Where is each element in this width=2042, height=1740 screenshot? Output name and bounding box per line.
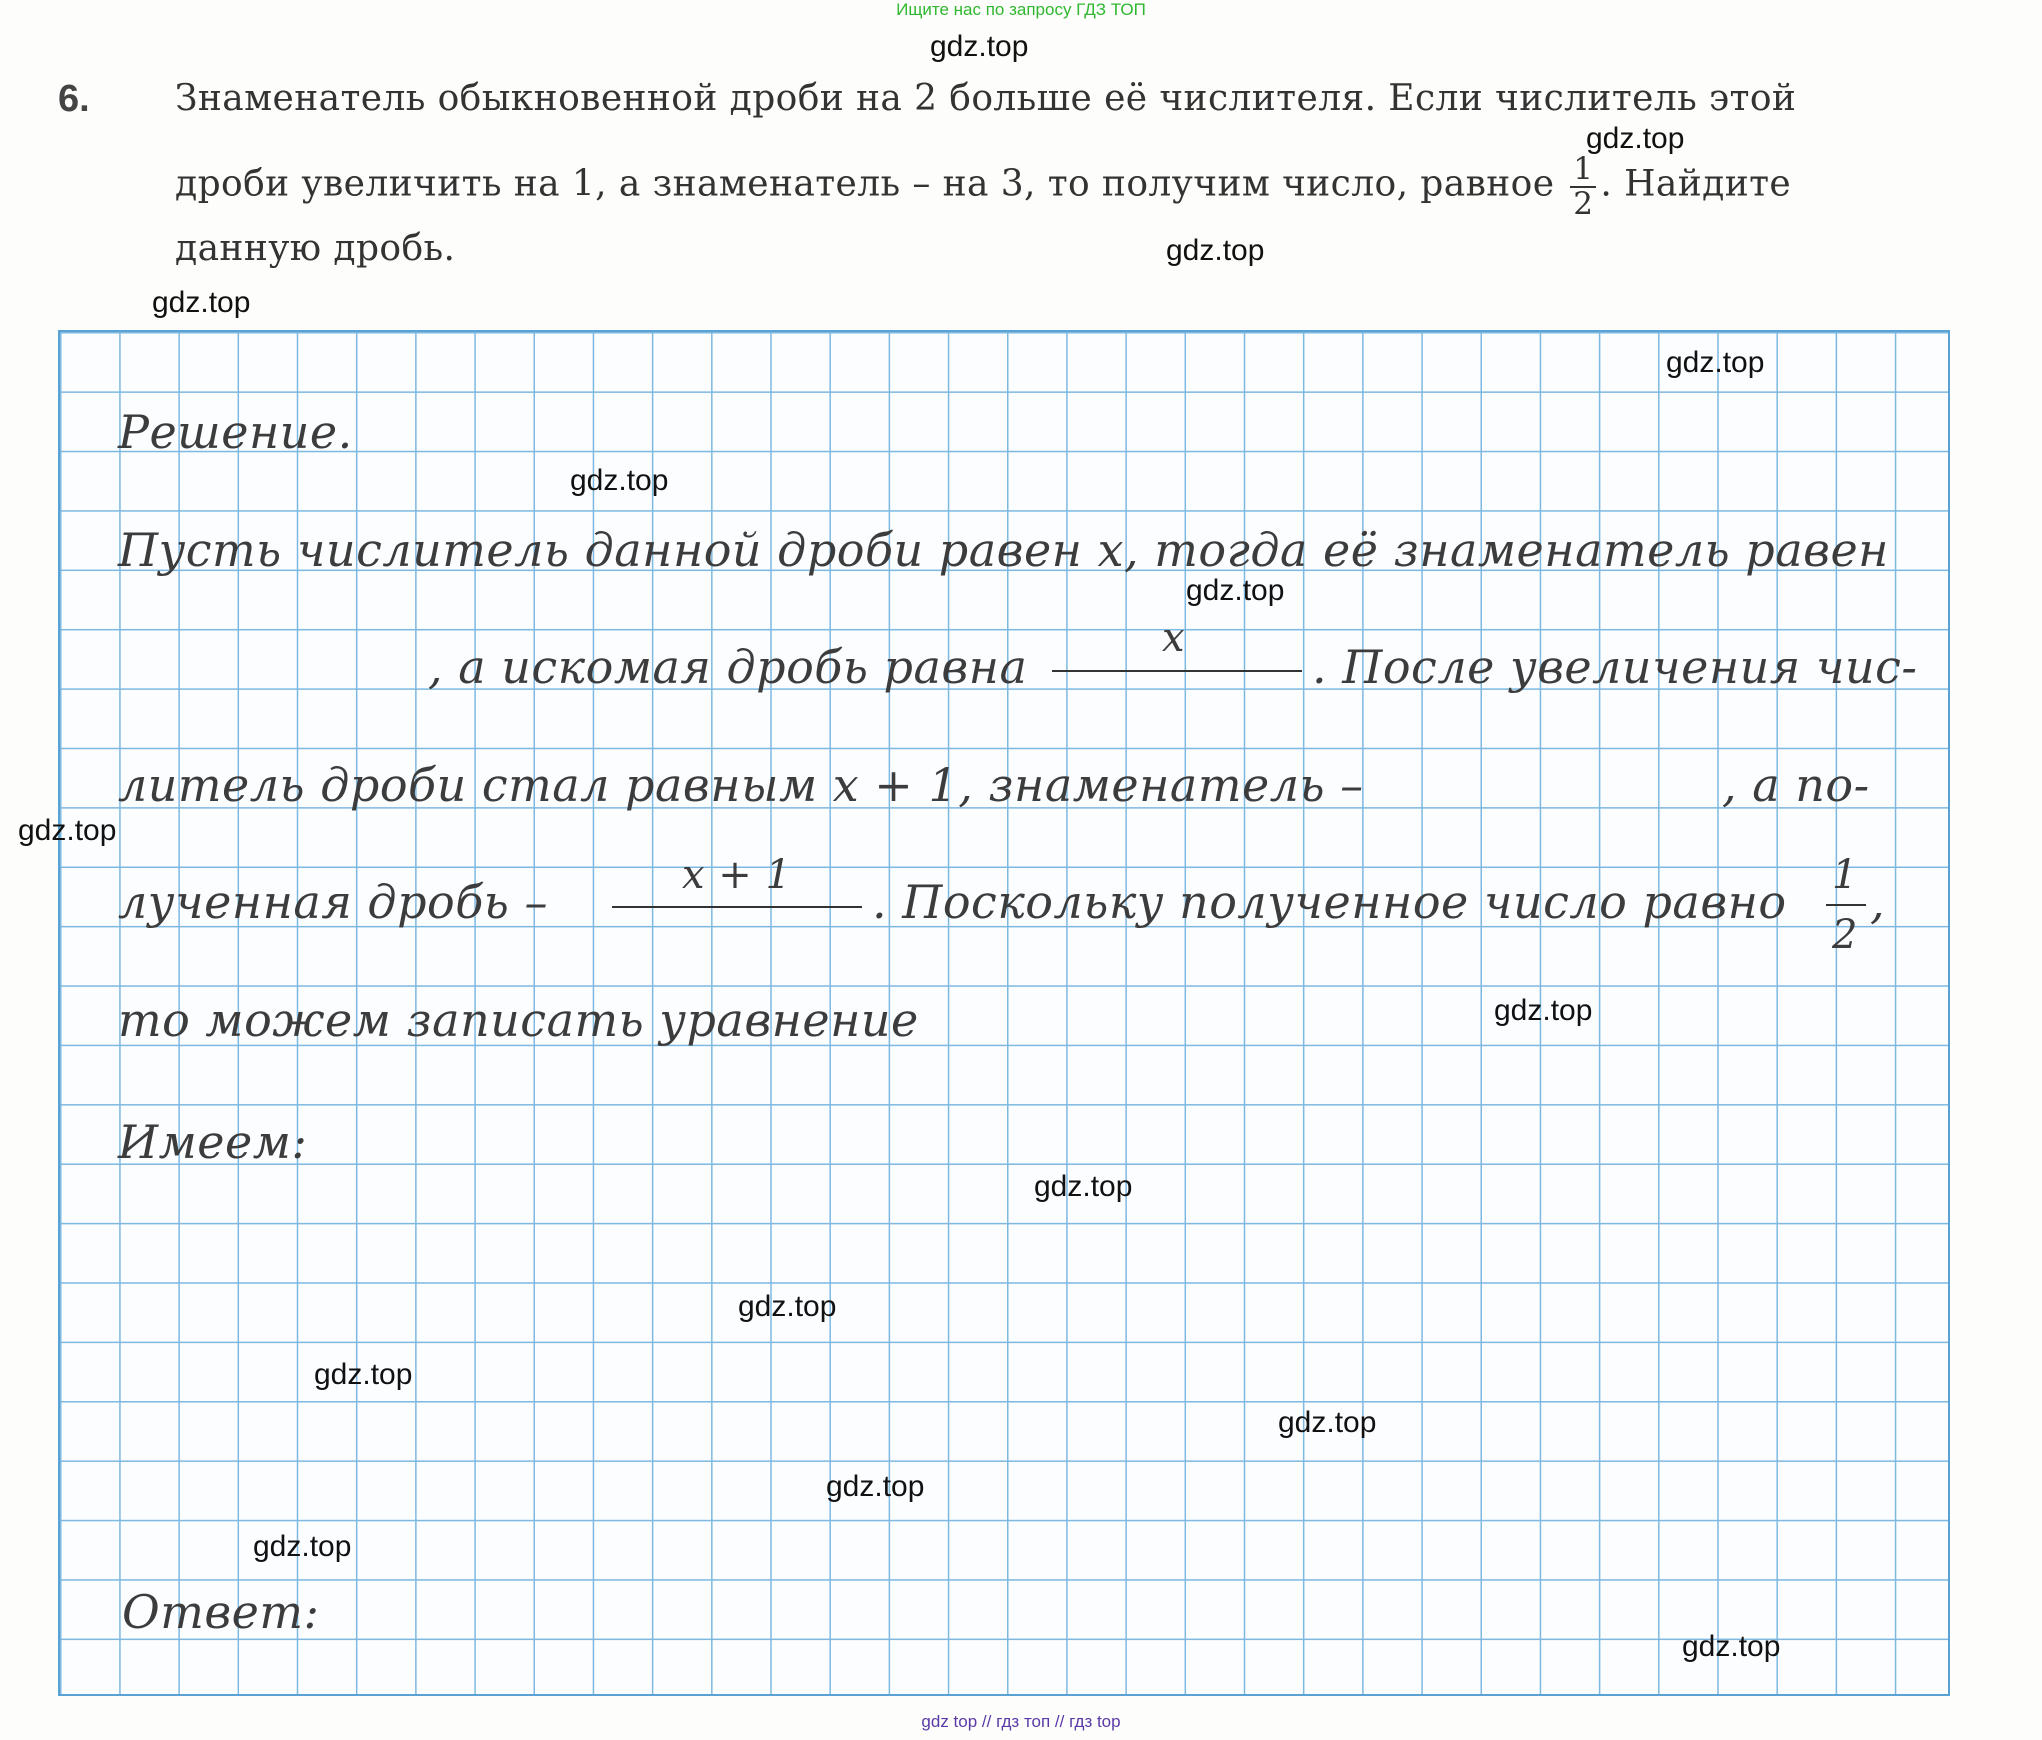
- watermark: gdz.top: [1186, 574, 1285, 607]
- fraction-x-bar: [1052, 670, 1302, 672]
- watermark: gdz.top: [152, 286, 251, 319]
- watermark: gdz.top: [1682, 1630, 1781, 1663]
- solution-line-3-end: , а по-: [1722, 758, 1870, 812]
- watermark: gdz.top: [1494, 994, 1593, 1027]
- solution-line-2-end: . После увеличения чис-: [1312, 640, 1918, 694]
- solution-line-4-start: лученная дробь –: [118, 875, 548, 929]
- task-fraction-half: [1570, 153, 1596, 220]
- fraction-x-numerator: x: [1162, 615, 1186, 661]
- watermark: gdz.top: [826, 1470, 925, 1503]
- watermark: gdz.top: [253, 1530, 352, 1563]
- watermark: gdz.top: [1666, 346, 1765, 379]
- solution-line-1: Пусть числитель данной дроби равен x, тогда её знаменатель равен: [118, 523, 1889, 577]
- watermark: gdz.top: [1034, 1170, 1133, 1203]
- solution-line-4-comma: ,: [1870, 875, 1886, 929]
- solution-line-4-end: . Поскольку полученное число равно: [872, 875, 1787, 929]
- solution-heading: Решение.: [118, 405, 353, 459]
- top-banner: Ищите нас по запросу ГДЗ ТОП: [896, 0, 1146, 19]
- task-line-2: [175, 153, 1791, 220]
- watermark: gdz.top: [738, 1290, 837, 1323]
- watermark: gdz.top: [1278, 1406, 1377, 1439]
- watermark: gdz.top: [314, 1358, 413, 1391]
- watermark: gdz.top: [570, 464, 669, 497]
- task-line-3: данную дробь.: [175, 228, 456, 269]
- watermark: gdz.top: [930, 30, 1029, 63]
- bottom-banner: gdz top // гдз топ // гдз top: [921, 1712, 1121, 1731]
- solution-line-2-start: , а искомая дробь равна: [428, 640, 1028, 694]
- fraction-x1-bar: [612, 906, 862, 908]
- fraction-x1-numerator: x + 1: [682, 852, 792, 898]
- solution-line-3-start: литель дроби стал равным x + 1, знаменатель –: [118, 758, 1364, 812]
- fraction-denominator: 2: [1573, 185, 1594, 222]
- fraction-half-bar: [1826, 904, 1866, 906]
- have-label: Имеем:: [118, 1115, 308, 1169]
- solution-line-5: то можем записать уравнение: [118, 993, 919, 1047]
- fraction-half-denominator: 2: [1832, 912, 1858, 958]
- task-line-2-text: дроби увеличить на 1, а знаменатель – на 3, то получим число, равное: [175, 163, 1555, 205]
- task-line-2-end: . Найдите: [1600, 163, 1792, 205]
- task-line-1: Знаменатель обыкновенной дроби на 2 больше её числителя. Если числитель этой: [175, 78, 1797, 119]
- watermark: gdz.top: [1586, 122, 1685, 155]
- fraction-half-numerator: 1: [1832, 852, 1858, 898]
- fraction-numerator: 1: [1570, 153, 1596, 188]
- answer-label: Ответ:: [122, 1585, 320, 1639]
- watermark: gdz.top: [18, 814, 117, 847]
- watermark: gdz.top: [1166, 234, 1265, 267]
- task-number: 6.: [58, 78, 90, 120]
